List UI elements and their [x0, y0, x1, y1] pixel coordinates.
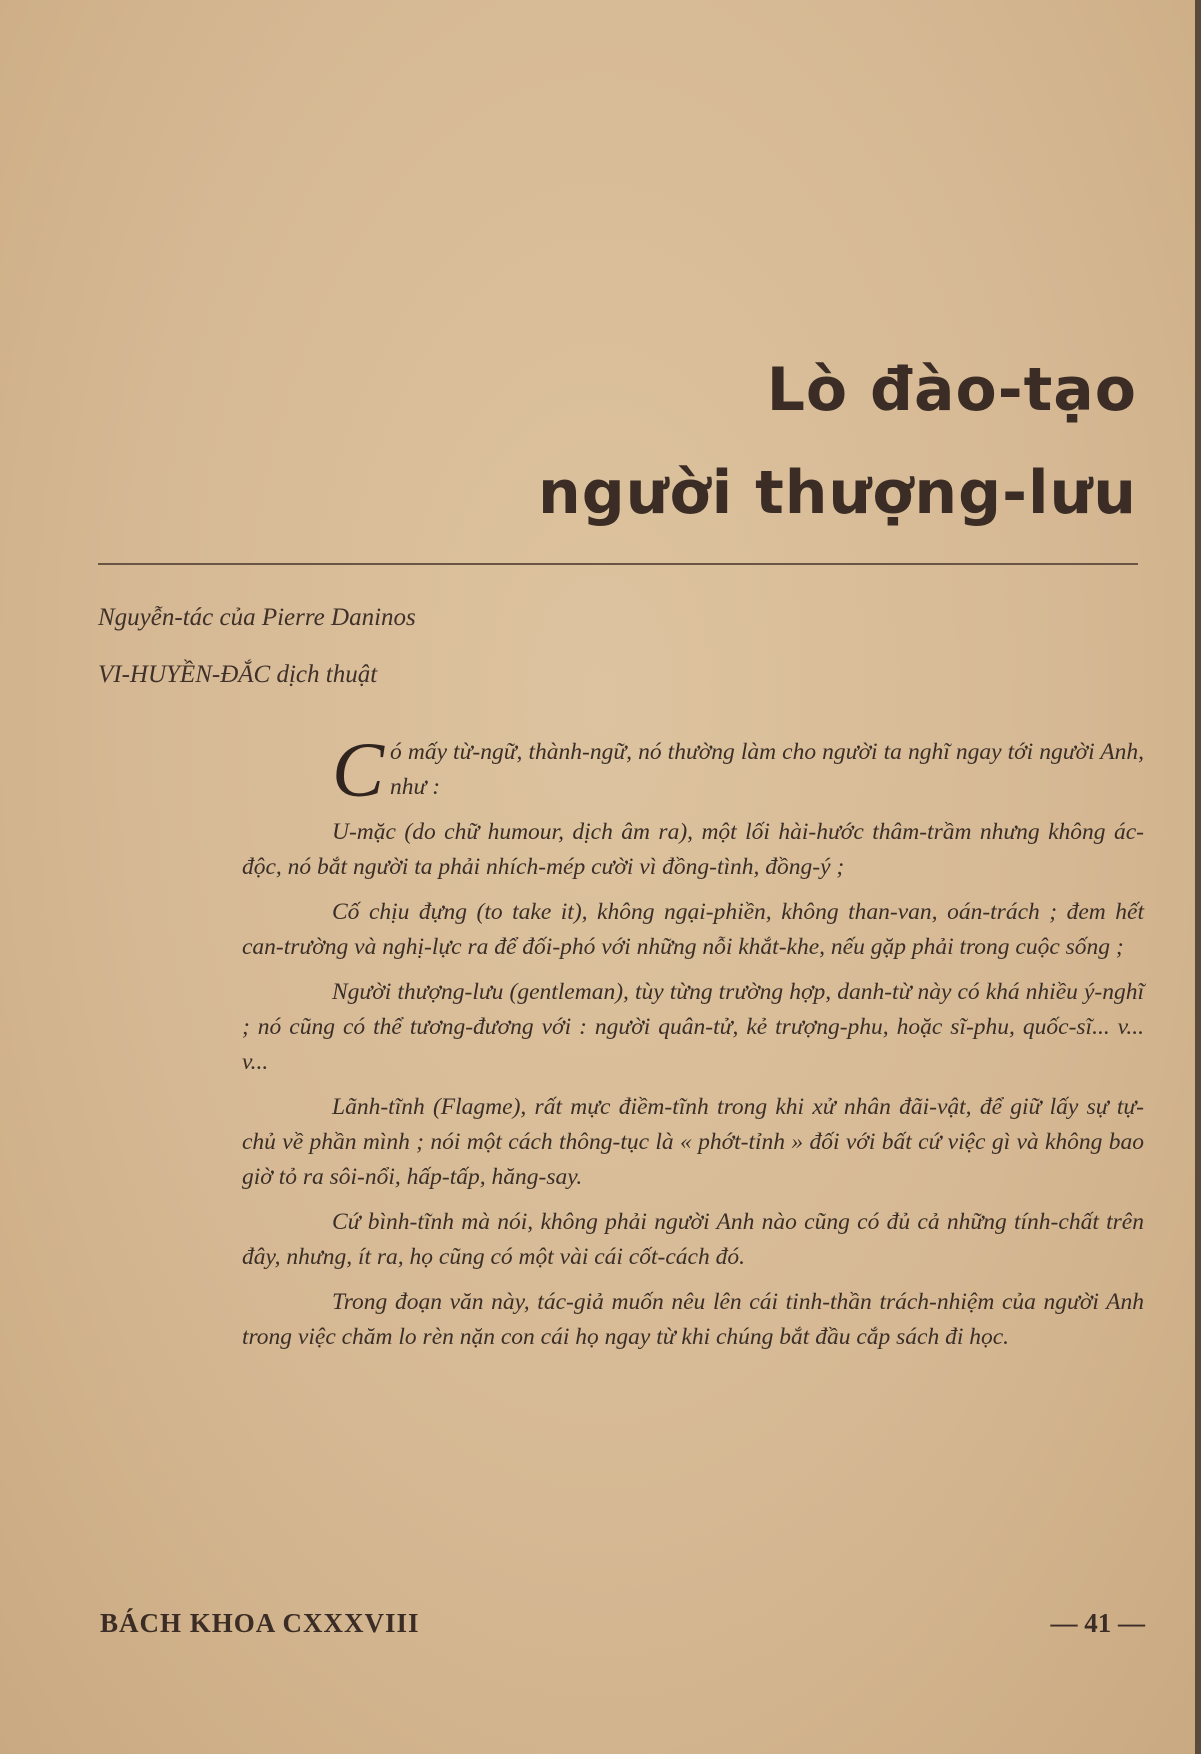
title-divider	[98, 563, 1138, 565]
paragraph-gentleman: Người thượng-lưu (gentleman), tùy từng trường hợp, danh-từ này có khá nhiều ý-nghĩ ; nó cũng có thể tương-đương với : người quân-tử, kẻ trượng-phu, hoặc sĩ-phu, quốc-sĩ... v... v...	[242, 979, 1144, 1075]
paragraph-editor-note: Trong đoạn văn này, tác-giả muốn nêu lên cái tinh-thần trách-nhiệm của người Anh trong việc chăm lo rèn nặn con cái họ ngay từ khi chúng bắt đầu cắp sách đi học.	[242, 1289, 1144, 1350]
paragraph-humour: U-mặc (do chữ humour, dịch âm ra), một lối hài-hước thâm-trầm nhưng không ác-độc, nó bắt người ta phải nhích-mép cười vì đồng-tình, đồng-ý ;	[242, 819, 1144, 880]
article-title-line-1: Lò đào-tạo	[766, 355, 1137, 425]
paragraph-intro	[242, 726, 1144, 813]
original-author-credit: Nguyễn-tác của Pierre Daninos	[98, 604, 416, 631]
paragraph-intro-text: ó mấy từ-ngữ, thành-ngữ, nó thường làm cho người ta nghĩ ngay tới người Anh, như :	[390, 739, 1144, 800]
magazine-issue: BÁCH KHOA CXXXVIII	[100, 1608, 420, 1638]
paragraph-take-it: Cố chịu đựng (to take it), không ngại-phiền, không than-van, oán-trách ; đem hết can-trường và nghị-lực ra để đối-phó với những nỗi khắt-khe, nếu gặp phải trong cuộc sống ;	[242, 899, 1144, 960]
article-body	[242, 726, 1144, 1365]
page-edge	[1195, 0, 1201, 1754]
paragraph-flegme: Lãnh-tĩnh (Flagme), rất mực điềm-tĩnh trong khi xử nhân đãi-vật, để giữ lấy sự tự-chủ về phần mình ; nói một cách thông-tục là « phớt-tỉnh » đối với bất cứ việc gì và không bao giờ tỏ ra sôi-nổi, hấp-tấp, hăng-say.	[242, 1094, 1144, 1190]
drop-cap: C	[332, 726, 385, 813]
article-title-line-2: người thượng-lưu	[538, 458, 1137, 528]
paragraph-summary: Cứ bình-tĩnh mà nói, không phải người Anh nào cũng có đủ cả những tính-chất trên đây, nhưng, ít ra, họ cũng có một vài cái cốt-cách đó.	[242, 1209, 1144, 1270]
page-number: — 41 —	[1050, 1608, 1145, 1638]
translator-credit: VI-HUYỀN-ĐẮC dịch thuật	[98, 661, 378, 688]
